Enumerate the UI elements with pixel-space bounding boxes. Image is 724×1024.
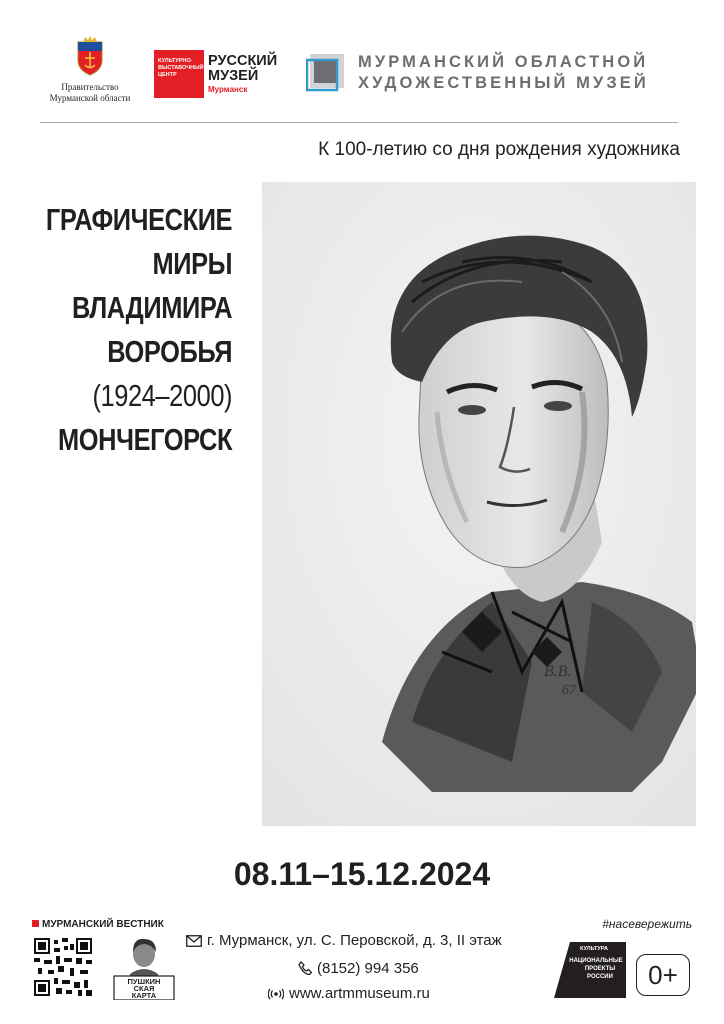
phone-icon [298, 961, 312, 975]
government-name-line-2: Мурманской области [49, 93, 131, 103]
pushkin-portrait-icon [112, 938, 176, 1000]
signature-initials: В.В. [544, 663, 572, 680]
pushkin-line-3: КАРТА [131, 991, 157, 1000]
signature-year: 67 [562, 683, 576, 698]
address-text: г. Мурманск, ул. С. Перовской, д. 3, II этаж [207, 932, 502, 949]
artist-years: (1924–2000) [92, 378, 232, 413]
anniversary-subtitle: К 100-летию со дня рождения художника [318, 139, 680, 160]
hashtag: #насевережить [602, 917, 692, 931]
national-projects-icon [554, 938, 626, 998]
np-line-3: ПРОЕКТЫ [584, 966, 616, 972]
pushkin-line-2: СКАЯ [133, 984, 155, 993]
np-line-1: КУЛЬТУРА [580, 946, 608, 952]
np-line-4: РОССИИ [587, 974, 613, 980]
coat-of-arms-icon [76, 36, 104, 76]
website-row [268, 985, 430, 1002]
government-name-line-1: Правительство [61, 82, 119, 92]
portrait-sketch-image [262, 182, 696, 826]
title-line-2: МИРЫ [152, 246, 232, 281]
newspaper-logo [32, 919, 164, 930]
title-line-4: ВОРОБЬЯ [107, 334, 232, 369]
age-rating-badge: 0+ [636, 954, 690, 996]
russian-museum-logo [154, 50, 294, 100]
russian-museum-red-box [154, 50, 204, 98]
envelope-icon [186, 935, 202, 947]
government-logo [40, 36, 140, 104]
exhibition-title [5, 198, 232, 462]
pushkin-line-1: ПУШКИН [127, 977, 161, 986]
rm-title-line-2: МУЗЕЙ [208, 68, 259, 84]
newspaper-square-icon [32, 920, 39, 927]
museum-name-line-1: МУРМАНСКИЙ ОБЛАСТНОЙ [358, 53, 649, 71]
phone-text[interactable]: (8152) 994 356 [317, 960, 419, 977]
newspaper-name: МУРМАНСКИЙ ВЕСТНИК [42, 919, 164, 930]
header-divider [40, 122, 678, 123]
exhibition-city: МОНЧЕГОРСК [57, 422, 233, 457]
rm-city: Мурманск [208, 85, 248, 94]
national-projects-logo [554, 938, 626, 998]
address-row [186, 932, 502, 949]
rm-box-line-1: КУЛЬТУРНО- [158, 58, 193, 64]
title-line-3: ВЛАДИМИРА [71, 290, 232, 325]
qr-code[interactable] [34, 938, 92, 996]
broadcast-icon [268, 988, 284, 1000]
title-line-1: ГРАФИЧЕСКИЕ [45, 202, 232, 237]
exhibition-dates: 08.11–15.12.2024 [233, 856, 491, 892]
rm-box-line-3: ЦЕНТР [158, 72, 177, 78]
pushkin-card-logo [112, 938, 176, 1000]
rm-box-line-2: ВЫСТАВОЧНЫЙ [158, 65, 204, 71]
portrait-drawing [262, 182, 696, 826]
museum-frame-icon [306, 52, 346, 92]
rm-title-line-1: РУССКИЙ [208, 53, 278, 69]
website-link[interactable]: www.artmmuseum.ru [289, 985, 430, 1002]
phone-row [298, 960, 419, 977]
museum-name-line-2: ХУДОЖЕСТВЕННЫЙ МУЗЕЙ [358, 74, 649, 92]
murmansk-art-museum-logo [306, 50, 686, 98]
np-line-2: НАЦИОНАЛЬНЫЕ [569, 958, 623, 964]
